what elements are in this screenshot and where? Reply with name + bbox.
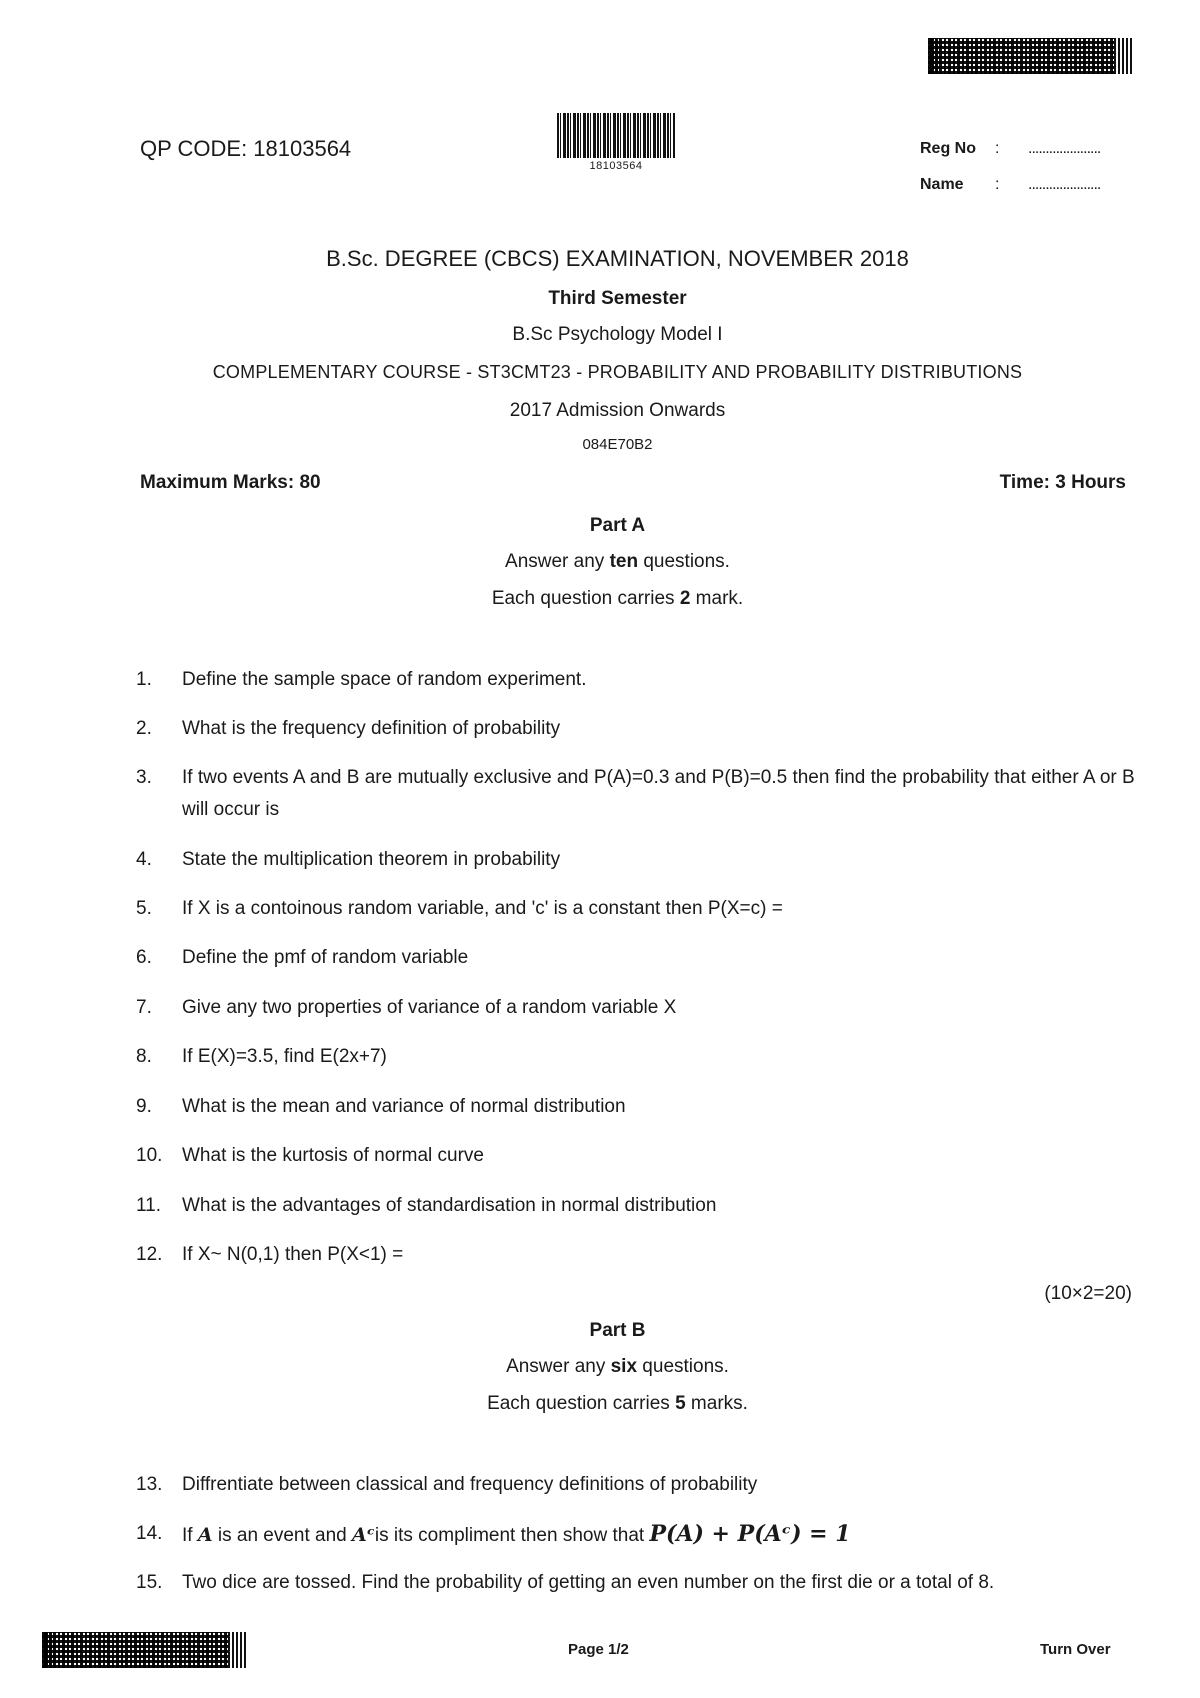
instr-text: mark. [690,588,744,609]
question-text: What is the frequency definition of probability [182,718,561,739]
maximum-marks: Maximum Marks: 80 [140,472,321,493]
question-text: Two dice are tossed. Find the probability of getting an even number on the first die or a total of 8. [182,1572,995,1593]
question-text: Define the sample space of random experiment. [182,669,587,690]
question-text: State the multiplication theorem in probability [182,849,561,870]
question-number: 10. [136,1145,163,1166]
page-number: Page 1/2 [568,1641,629,1658]
question-number: 2. [136,718,152,739]
instr-bold: 2 [679,588,691,609]
reg-no-label: Reg No [920,140,976,157]
semester: Third Semester [548,288,687,309]
math-formula: P(A) + P(Aᶜ) = 1 [649,1521,851,1547]
question-number: 8. [136,1046,152,1067]
part-a-instruction-2 [0,588,1200,610]
math-complement: Aᶜ [352,1524,375,1546]
text-segment: is an event and [212,1525,353,1546]
bottom-qr-code [42,1632,246,1668]
turn-over: Turn Over [1040,1641,1111,1658]
name-label: Name [920,176,964,193]
question-number: 11. [136,1195,162,1216]
question-text [182,1518,1142,1552]
instr-bold: ten [609,551,639,572]
question-text: What is the advantages of standardisation in normal distribution [182,1195,717,1216]
barcode-number: 18103564 [589,160,643,172]
question-number: 1. [136,669,152,690]
part-b-title: Part B [589,1320,646,1341]
question-number: 3. [136,767,152,788]
part-a-instruction-1 [0,551,1200,573]
question-text: What is the mean and variance of normal distribution [182,1096,626,1117]
question-text: Diffrentiate between classical and frequency definitions of probability [182,1474,758,1495]
paper-code: 084E70B2 [582,436,653,453]
admission: 2017 Admission Onwards [509,400,726,421]
qp-code: QP CODE: 18103564 [140,136,352,161]
course-title: COMPLEMENTARY COURSE - ST3CMT23 - PROBABILITY AND PROBABILITY DISTRIBUTIONS [212,362,1023,382]
question-number: 14. [136,1523,163,1544]
program: B.Sc Psychology Model I [512,324,723,345]
question-number: 5. [136,898,152,919]
question-number: 13. [136,1474,163,1495]
instr-bold: six [610,1356,638,1377]
instr-text: questions. [638,551,730,572]
question-text: Define the pmf of random variable [182,947,469,968]
text-segment: If [182,1525,198,1546]
name-blank: ..................... [1028,176,1101,193]
reg-no-blank: ..................... [1028,140,1101,157]
math-event: A [197,1524,213,1546]
time-allowed: Time: 3 Hours [999,472,1126,493]
instr-text: Answer any [506,1356,611,1377]
instr-text: Each question carries [491,588,680,609]
instr-bold: 5 [675,1393,686,1414]
exam-title: B.Sc. DEGREE (CBCS) EXAMINATION, NOVEMBER 2018 [326,246,909,271]
question-text: If X~ N(0,1) then P(X<1) = [182,1244,404,1265]
instr-text: questions. [637,1356,729,1377]
part-b-instruction-2 [0,1393,1200,1415]
instr-text: Each question carries [487,1393,676,1414]
question-number: 6. [136,947,152,968]
question-text: If two events A and B are mutually exclusive and P(A)=0.3 and P(B)=0.5 then find the probability that either A or B will occur is [182,767,1135,820]
question-number: 7. [136,997,152,1018]
question-number: 9. [136,1096,152,1117]
top-qr-code [928,38,1132,74]
name-colon: : [995,176,1000,193]
part-b-instruction-1 [0,1356,1200,1378]
question-text: If X is a contoinous random variable, and 'c' is a constant then P(X=c) = [182,898,783,919]
part-a-title: Part A [589,515,646,536]
text-segment: is its compliment then show that [374,1525,650,1546]
instr-text: Answer any [505,551,610,572]
question-text: What is the kurtosis of normal curve [182,1145,484,1166]
qp-barcode [557,113,675,158]
question-number: 15. [136,1572,163,1593]
part-a-marks: (10×2=20) [1044,1283,1132,1304]
question-text: If E(X)=3.5, find E(2x+7) [182,1046,387,1067]
question-text: Give any two properties of variance of a random variable X [182,997,677,1018]
question-number: 12. [136,1244,163,1265]
question-number: 4. [136,849,152,870]
reg-no-colon: : [995,140,1000,157]
instr-text: marks. [685,1393,748,1414]
